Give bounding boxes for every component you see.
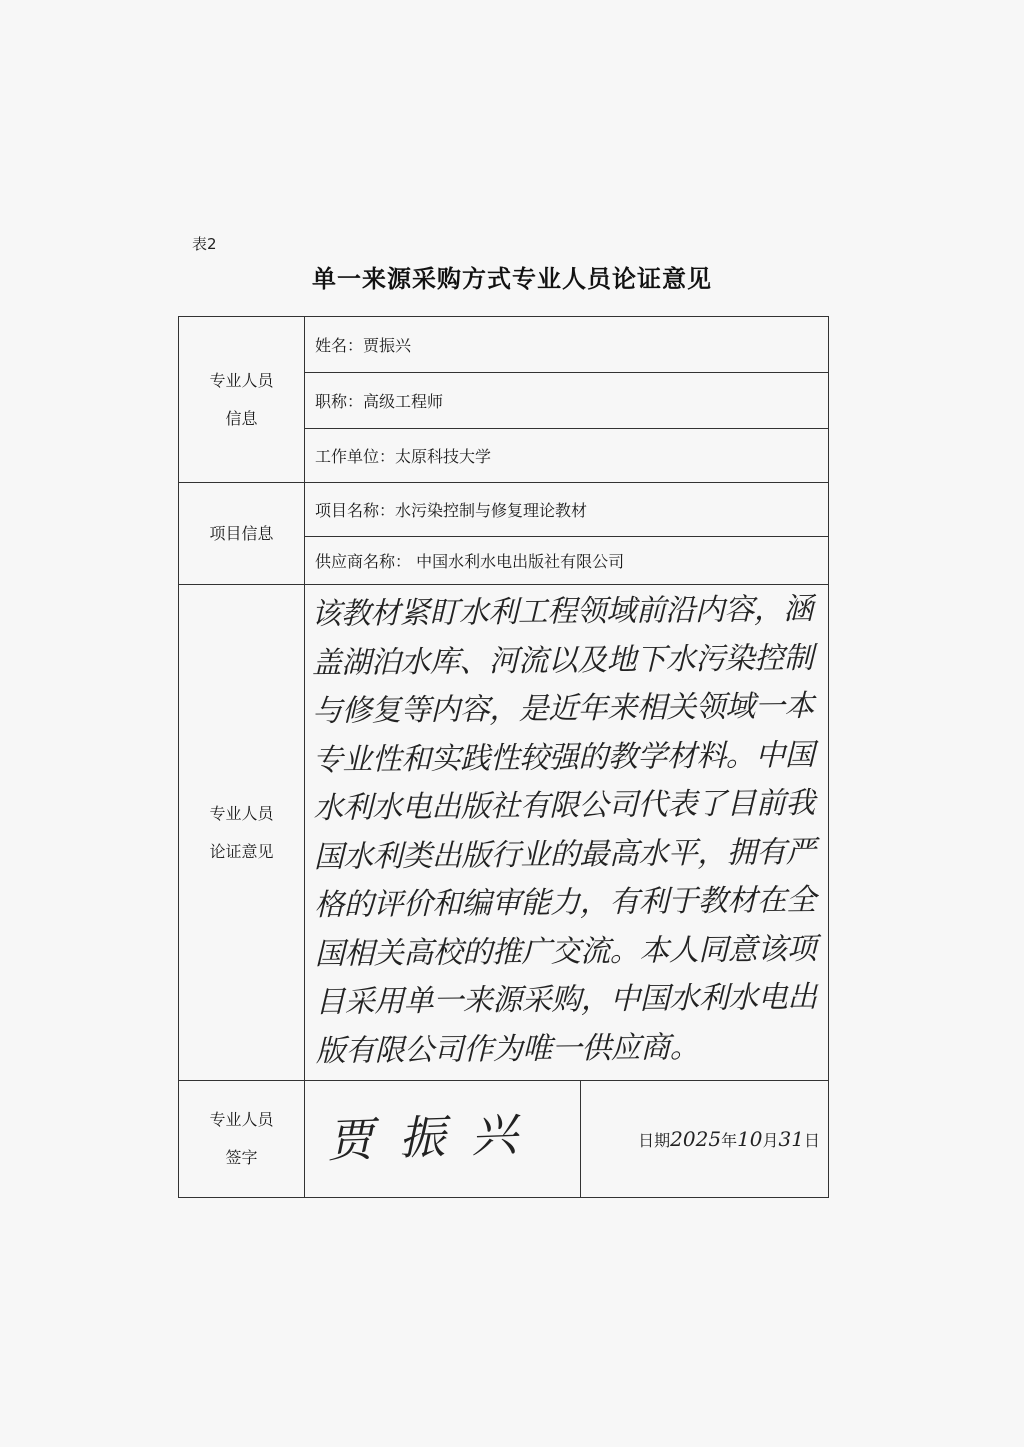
- date-month-unit: 月: [762, 1131, 779, 1150]
- project-info-label: 项目信息: [179, 483, 305, 585]
- project-name-row: 项目名称：水污染控制与修复理论教材: [305, 483, 829, 537]
- opinion-label-line2: 论证意见: [209, 841, 274, 861]
- date-year: 2025: [670, 1127, 722, 1151]
- supplier-name-row: 供应商名称： 中国水利水电出版社有限公司: [305, 537, 829, 585]
- expert-info-label-line2: 信息: [225, 408, 258, 428]
- date-prefix: 日期: [638, 1131, 671, 1150]
- date-day-unit: 日: [804, 1131, 821, 1150]
- document-title: 单一来源采购方式专业人员论证意见: [312, 265, 712, 293]
- date-day: 31: [778, 1127, 804, 1151]
- date-month: 10: [737, 1127, 763, 1151]
- handwritten-opinion-text: 该教材紧盯水利工程领域前沿内容，涵盖湖泊水库、河流以及地下水污染控制与修复等内容，是近年来相关领域一本专业性和实践性较强的教学材料。中国水利水电出版社有限公司代表了目前我国水利类出版行业的最高水平，拥有严格的评价和编审能力，有利于教材在全国相关高校的推广交流。本人同意该项目采用单一来源采购，中国水利水电出版有限公司作为唯一供应商。: [311, 591, 817, 1069]
- signature-label-line1: 专业人员: [209, 1110, 274, 1129]
- opinion-form-table: [178, 316, 829, 1198]
- expert-employer-row: 工作单位：太原科技大学: [305, 429, 829, 483]
- table-number-label: 表2: [192, 235, 217, 253]
- date-cell: [581, 1081, 829, 1198]
- signature-label-line2: 签字: [225, 1148, 258, 1167]
- date-year-unit: 年: [721, 1131, 738, 1150]
- signature-cell: [305, 1081, 581, 1198]
- opinion-label-line1: 专业人员: [209, 803, 274, 823]
- expert-title-row: 职称：高级工程师: [305, 373, 829, 429]
- opinion-label: [179, 585, 305, 1081]
- expert-name-row: 姓名：贾振兴: [305, 317, 829, 373]
- opinion-cell: [305, 585, 829, 1081]
- expert-info-label: [179, 317, 305, 483]
- signature-label: [179, 1081, 305, 1198]
- expert-info-label-line1: 专业人员: [209, 370, 274, 390]
- handwritten-signature: 贾振兴: [326, 1106, 544, 1168]
